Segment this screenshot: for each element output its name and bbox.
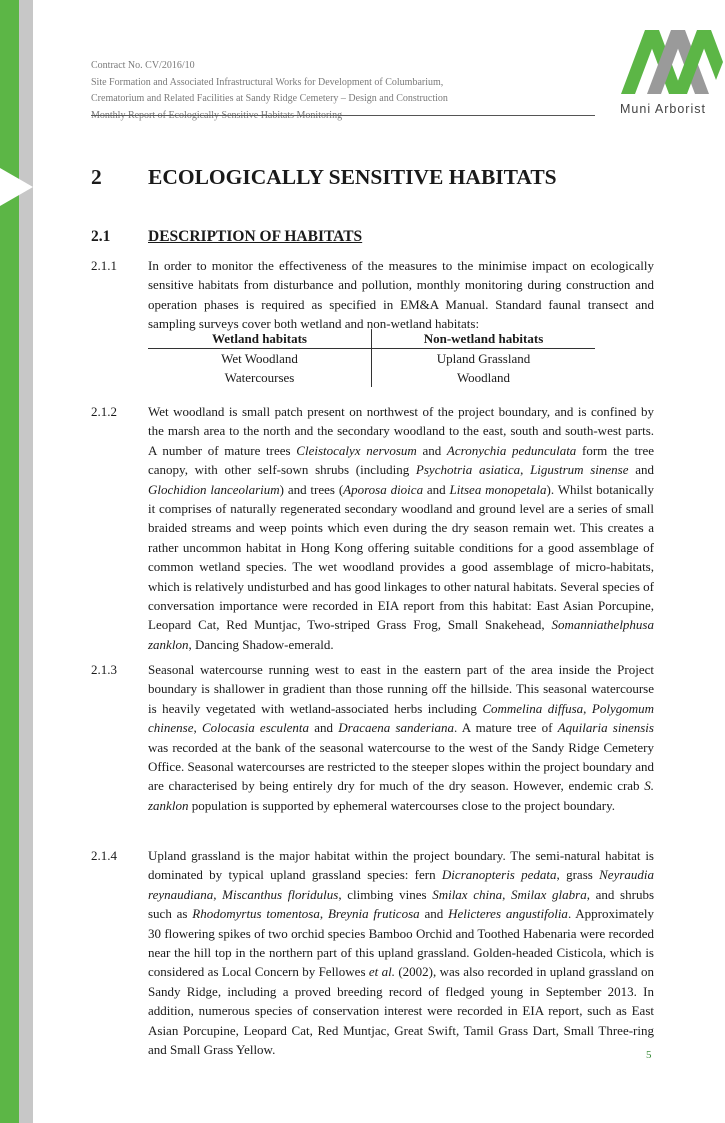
- section-number: 2.1: [91, 228, 111, 245]
- text-run: ,: [319, 906, 328, 922]
- species-name: Breynia fruticosa: [327, 906, 420, 922]
- text-run: form the tree canopy, with other self-sown shrubs (including: [148, 442, 655, 478]
- text-run: . A mature tree of: [453, 720, 558, 736]
- chapter-number: 2: [91, 165, 102, 189]
- table-header-row: [148, 329, 595, 349]
- text-run: ). Whilst botanically it comprises of naturally regenerated secondary woodland and ground level are a series of small braided streams and weep points which even during the dry season remain wet. This creates a rather uncommon habitat in Hong Kong offering suitable conditions for a good assemblage of common wetland species. The wet woodland provides a good assemblage of micro-habitats, which is relatively undisturbed and has good linkages to other natural habitats. Several species of conversation importance were recorded in EIA report from this habitat: East Asian Porcupine, Leopard Cat, Red Muntjac, Two-striped Grass Frog, Small Snakehead,: [148, 481, 654, 633]
- paragraph: [91, 402, 654, 654]
- text-run: ,: [213, 886, 223, 902]
- paragraph: [91, 256, 654, 334]
- paragraph-text: [148, 256, 654, 334]
- paragraph-number: 2.1.4: [91, 848, 117, 863]
- text-run: ,: [502, 886, 512, 902]
- text-run: Upland grassland is the major habitat within the project boundary. The semi-natural habitat is dominated by typical upland grassland species: fern: [148, 848, 654, 883]
- text-run: Wet woodland is small patch present on northwest of the project boundary, and is confined by the marsh area to the north and the secondary woodland to the east, south and south-west parts. A number of mature trees: [148, 404, 654, 458]
- text-run: population is supported by ephemeral watercourses close to the project boundary.: [188, 797, 616, 813]
- species-name: Miscanthus floridulus: [222, 886, 339, 902]
- chapter-title: ECOLOGICALLY SENSITIVE HABITATS: [148, 165, 557, 189]
- species-name: Aporosa dioica: [343, 481, 424, 497]
- table-cell: Watercourses: [148, 368, 372, 387]
- species-name: Smilax china: [432, 886, 503, 902]
- paragraph-text: [148, 846, 654, 1059]
- text-run: and: [419, 906, 449, 922]
- species-name: Psychotria asiatica: [415, 462, 521, 478]
- table-header-cell: Non-wetland habitats: [372, 329, 596, 349]
- table-cell: Woodland: [456, 369, 511, 385]
- species-name: Aquilaria sinensis: [557, 720, 654, 736]
- paragraph-text: [148, 660, 654, 815]
- species-name: Ligustrum sinense: [530, 462, 629, 478]
- paragraph: [91, 660, 654, 815]
- paragraph-number: 2.1.3: [91, 662, 117, 677]
- species-name: S. zanklon: [148, 778, 654, 813]
- text-run: ,: [193, 720, 202, 736]
- header-line: Crematorium and Related Facilities at Sandy Ridge Cemetery – Design and Construction: [91, 93, 448, 104]
- header-line: Monthly Report of Ecologically Sensitive Habitats Monitoring: [91, 109, 343, 121]
- table-row: [148, 368, 595, 387]
- text-run: was recorded at the bank of the seasonal watercourse to the west of the Sandy Ridge Cemetery Office. Seasonal watercourses are restricted to the steeper slopes within the project boundary and are characterised by being entirely dry for much of the dry season. However, endemic crab: [148, 739, 654, 794]
- species-name: Dracaena sanderiana: [338, 720, 454, 736]
- text-run: ,: [583, 700, 592, 716]
- paragraph-number: 2.1.1: [91, 258, 117, 273]
- text-run: . Approximately 30 flowering spikes of two orchid species Bamboo Orchid and Toothed Habenaria were recorded near the hill top in the northern part of this upland grassland. Golden-headed Cisticola, which is considered as Local Concern by Fellowes: [148, 906, 654, 980]
- table-cell: Wet Woodland: [148, 349, 372, 369]
- paragraph-number: 2.1.2: [91, 404, 117, 419]
- species-name: Polygomum chinense: [148, 700, 654, 736]
- text-run: , Dancing Shadow-emerald.: [188, 636, 334, 652]
- page-number: 5: [646, 1049, 652, 1061]
- species-name: Glochidion lanceolarium: [148, 481, 280, 497]
- chapter-heading: [91, 165, 557, 190]
- species-name: Colocasia esculenta: [201, 720, 310, 736]
- text-run: , climbing vines: [338, 886, 433, 902]
- logo-text: Muni Arborist: [620, 102, 706, 116]
- species-name: Neyraudia reynaudiana: [148, 867, 655, 902]
- text-run: and: [416, 442, 447, 458]
- section-heading: [91, 228, 362, 246]
- text-run: ,: [520, 462, 531, 478]
- paragraph: [91, 846, 654, 1059]
- habitats-table: [148, 329, 595, 387]
- species-name: Rhodomyrtus tomentosa: [192, 906, 320, 922]
- species-name: Acronychia pedunculata: [446, 442, 577, 458]
- species-name: Somanniathelphusa zanklon: [148, 617, 654, 652]
- species-name: et al.: [368, 964, 395, 980]
- header-rule: [91, 115, 595, 116]
- species-name: Dicranopteris pedata: [441, 867, 557, 883]
- text-run: and: [309, 720, 339, 736]
- section-title: DESCRIPTION OF HABITATS: [148, 228, 363, 245]
- species-name: Cleistocalyx nervosum: [296, 442, 417, 458]
- header-line: Contract No. CV/2016/10: [91, 60, 195, 71]
- text-run: , grass: [556, 867, 600, 883]
- species-name: Smilax glabra: [511, 886, 587, 902]
- header-line: Site Formation and Associated Infrastructural Works for Development of Columbarium,: [91, 76, 444, 88]
- text-run: ) and trees (: [279, 481, 344, 497]
- species-name: Litsea monopetala: [449, 481, 547, 497]
- table-header-cell: Wetland habitats: [148, 329, 372, 349]
- text-run: and: [628, 462, 654, 478]
- table-row: [148, 349, 595, 369]
- species-name: Helicteres angustifolia: [448, 906, 568, 922]
- text-run: (2002), was also recorded in upland grassland on Sandy Ridge, including a proved breeding record of fledged young in September 2013. In addition, numerous species of conservation interest were recorded in EIA report, such as East Asian Porcupine, Leopard Cat, Red Muntjac, Great Swift, Tamil Grass Dart, Small Three-ring and Small Grass Yellow.: [148, 964, 654, 1058]
- text-run: , and shrubs such as: [148, 886, 655, 922]
- text-run: Seasonal watercourse running west to east in the eastern part of the area inside the Project boundary is shallower in gradient than those running off the hillside. This seasonal watercourse is heavily vegetated with wetland-associated herbs including: [148, 662, 654, 716]
- species-name: Commelina diffusa: [482, 700, 584, 716]
- table-cell: Upland Grassland: [436, 350, 531, 366]
- paragraph-text: [148, 402, 654, 654]
- text-run: and: [423, 481, 450, 497]
- side-bar-notch: [0, 168, 33, 206]
- text-run: In order to monitor the effectiveness of the measures to the minimise impact on ecologically sensitive habitats from disturbance and pollution, monthly monitoring during construction and operation phases is required as specified in EM&A Manual. Standard faunal transect and sampling surveys cover both wetland and non-wetland habitats:: [148, 258, 654, 332]
